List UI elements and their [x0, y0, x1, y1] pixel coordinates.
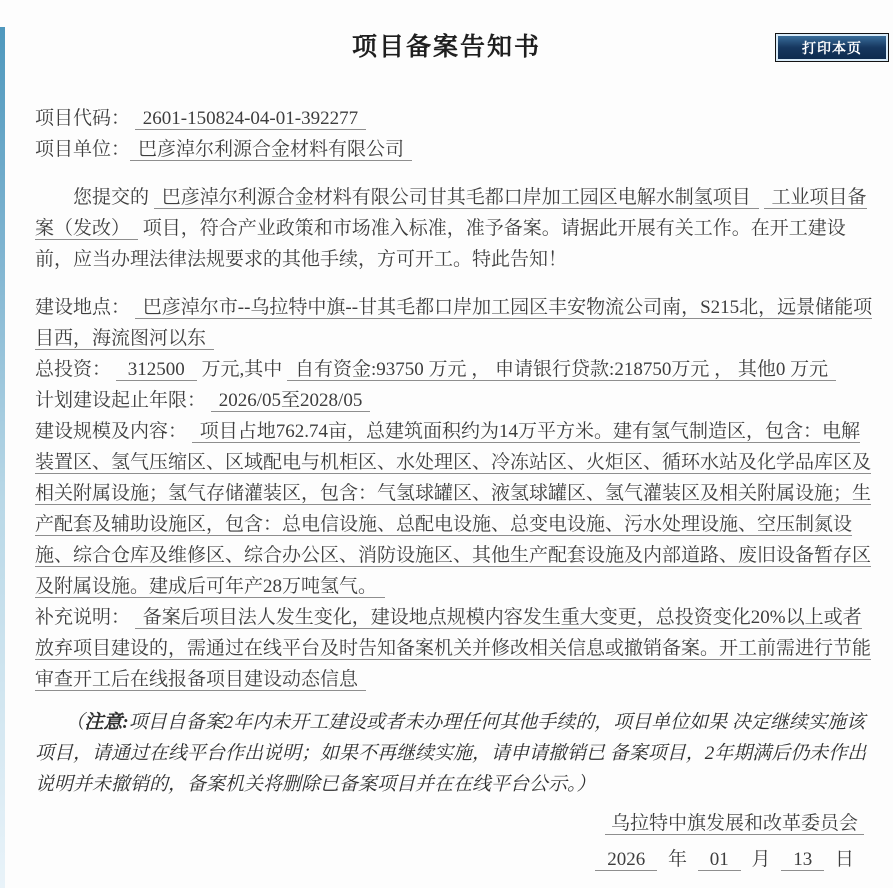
- schedule-value: 2026/05至2028/05: [211, 390, 371, 412]
- scale-value: 项目占地762.74亩，总建筑面积约为14万平方米。建有氢气制造区，包含：电解装置区、氢气压缩区、区域配电与机柜区、水处理区、冷冻站区、火炬区、循环水站及化学品库区及相关附属设施；氢气存储灌装区，包含：气氢球罐区、液氢球罐区、氢气灌装区及相关附属设施；生产配套及辅助设施区，包含：总电信设施、总配电设施、总变电设施、污水处理设施、空压制氮设施、综合仓库及维修区、综合办公区、消防设施区、其他生产配套设施及内部道路、废旧设备暂存区及附属设施。建成后可年产28万吨氢气。: [35, 421, 872, 597]
- notice-bold-label: 注意:: [84, 712, 129, 733]
- scale-label: 建设规模及内容：: [35, 421, 188, 442]
- intro-paragraph: [35, 182, 876, 275]
- investment-total-value: 312500: [116, 359, 197, 381]
- intro-prefix: 您提交的: [73, 187, 150, 208]
- investment-row: [35, 354, 876, 385]
- issue-year-value: 2026: [595, 849, 657, 871]
- notice-text: 项目自备案2年内未开工建设或者未办理任何其他手续的，项目单位如果 决定继续实施该项目，请通过在线平台作出说明；如果不再继续实施，请申请撤销已 备案项目，2年期满后仍未作出说明并未撤销的，备案机关将删除已备案项目并在在线平台公示。）: [35, 712, 867, 795]
- location-row: [35, 292, 876, 354]
- supplement-value: 备案后项目法人发生变化，建设地点规模内容发生重大变更，总投资变化20%以上或者放弃项目建设的，需通过在线平台及时告知备案机关并修改相关信息或撤销备案。开工前需进行节能审查开工后在线报备项目建设动态信息: [35, 607, 872, 690]
- issue-date-row: [35, 844, 854, 875]
- project-category-value: 工业项目备案（发改）: [35, 187, 867, 239]
- issue-month-value: 01: [698, 849, 741, 871]
- schedule-row: [35, 385, 876, 416]
- issue-day-value: 13: [781, 849, 824, 871]
- day-unit-label: 日: [834, 849, 854, 870]
- month-unit-label: 月: [751, 849, 771, 870]
- supplement-label: 补充说明：: [35, 607, 131, 628]
- project-code-row: [35, 103, 876, 134]
- investment-detail-value: 自有资金:93750 万元 ， 申请银行贷款:218750万元 ， 其他0 万元: [287, 359, 836, 381]
- print-page-button[interactable]: 打印本页: [775, 33, 889, 62]
- investment-label: 总投资：: [35, 359, 112, 380]
- project-code-label: 项目代码：: [35, 108, 131, 129]
- location-value: 巴彦淖尔市--乌拉特中旗--甘其毛都口岸加工园区丰安物流公司南，S215北，远景储能项目西，海流图河以东: [35, 297, 873, 349]
- supplement-row: [35, 602, 876, 695]
- investment-mid-text: 万元,其中: [201, 359, 283, 380]
- left-accent-bar: [0, 27, 5, 888]
- notice-paragraph: [35, 707, 876, 800]
- notice-open-paren: （: [65, 712, 85, 733]
- project-unit-label: 项目单位：: [35, 139, 131, 160]
- issuing-agency-row: [35, 808, 864, 839]
- intro-rest: 项目，符合产业政策和市场准入标准，准予备案。请据此开展有关工作。在开工建设前，应当办理法律法规要求的其他手续，方可开工。特此告知！: [35, 218, 846, 270]
- project-code-value: 2601-150824-04-01-392277: [135, 108, 366, 130]
- location-label: 建设地点：: [35, 297, 131, 318]
- scale-row: [35, 416, 876, 602]
- document-title: 项目备案告知书: [351, 34, 541, 61]
- year-unit-label: 年: [667, 849, 687, 870]
- schedule-label: 计划建设起止年限：: [35, 390, 207, 411]
- project-name-value: 巴彦淖尔利源合金材料有限公司甘其毛都口岸加工园区电解水制氢项目: [154, 187, 759, 209]
- document-body: [35, 103, 876, 875]
- project-unit-value: 巴彦淖尔利源合金材料有限公司: [130, 139, 412, 161]
- project-unit-row: [35, 134, 876, 165]
- issuing-agency-value: 乌拉特中旗发展和改革委员会: [605, 813, 864, 835]
